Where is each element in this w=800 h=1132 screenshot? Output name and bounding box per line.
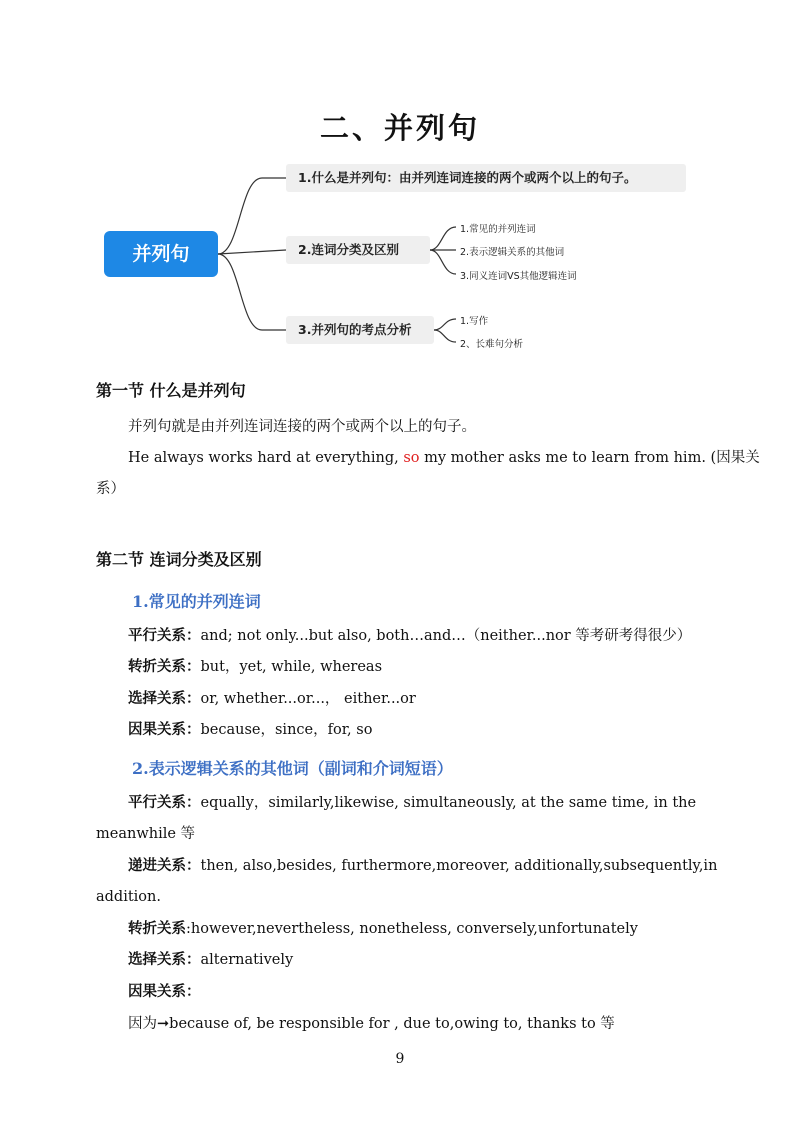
relation-label: 因果关系： (128, 722, 201, 738)
relation-row (128, 856, 717, 876)
relation-text: :however,nevertheless, nonetheless, conversely,unfortunately (186, 921, 638, 937)
mindmap-leaf: 1.写作 (460, 316, 489, 327)
subsection-heading: 2.表示逻辑关系的其他词（副词和介词短语） (132, 759, 453, 778)
relation-wrap: addition. (96, 889, 161, 905)
mindmap-branch-2: 2.连词分类及区别 (286, 236, 430, 264)
relation-row (128, 626, 691, 646)
section-heading: 第二节 连词分类及区别 (96, 550, 262, 569)
definition-text: 并列句就是由并列连词连接的两个或两个以上的句子。 (128, 419, 476, 435)
mindmap-branch-1: 1.什么是并列句：由并列连词连接的两个或两个以上的句子。 (286, 164, 686, 192)
cause-line (128, 1014, 615, 1034)
mindmap-leaf: 2.表示逻辑关系的其他词 (460, 247, 565, 258)
example-conjunction: so (403, 450, 420, 466)
relation-row (128, 720, 372, 740)
mindmap-leaf: 1.常见的并列连词 (460, 224, 536, 235)
example-sentence (128, 448, 760, 468)
page-title: 二、并列句 (319, 111, 480, 145)
relation-label: 因果关系： (128, 984, 201, 1000)
relation-label: 递进关系： (128, 858, 201, 874)
relation-label: 平行关系： (128, 628, 201, 644)
relation-text: alternatively (200, 952, 294, 968)
arrow-icon: ➞ (157, 1016, 170, 1032)
relation-row (128, 793, 696, 813)
mindmap-leaf: 2、长难句分析 (460, 339, 524, 350)
example-after: my mother asks me to learn from him. (因果关 (419, 450, 760, 466)
mindmap-root: 并列句 (104, 231, 218, 277)
relation-text: then, also,besides, furthermore,moreover, additionally,subsequently,in (200, 858, 718, 874)
relation-text: but，yet, while, whereas (200, 659, 383, 675)
connector-root-branch3 (218, 254, 286, 330)
cause-text: because of, be responsible for , due to,owing to, thanks to 等 (169, 1016, 615, 1032)
relation-row (128, 689, 416, 709)
relation-row (128, 982, 201, 1002)
example-before: He always works hard at everything, (128, 450, 404, 466)
relation-label: 转折关系 (128, 921, 186, 937)
relation-row (128, 657, 382, 677)
connector-branch2-child3 (430, 250, 456, 274)
relation-text: because，since，for, so (200, 722, 373, 738)
relation-label: 转折关系： (128, 659, 201, 675)
relation-label: 平行关系： (128, 795, 201, 811)
mindmap-leaf: 3.同义连词VS其他逻辑连词 (460, 271, 577, 282)
relation-row (128, 950, 293, 970)
page-number: 9 (395, 1051, 405, 1067)
relation-row (128, 919, 638, 939)
relation-wrap: meanwhile 等 (96, 826, 196, 842)
connector-root-branch2 (218, 250, 286, 254)
section-heading: 第一节 什么是并列句 (96, 381, 246, 400)
relation-label: 选择关系： (128, 952, 201, 968)
connector-branch3-child1 (434, 319, 456, 330)
connector-branch3-child2 (434, 330, 456, 342)
mindmap-branch-3: 3.并列句的考点分析 (286, 316, 434, 344)
example-wrap: 系） (96, 481, 125, 497)
connector-branch2-child1 (430, 227, 456, 250)
relation-text: and; not only...but also, both…and…（neither...nor 等考研考得很少） (200, 628, 692, 644)
relation-text: equally，similarly,likewise, simultaneously, at the same time, in the (200, 795, 697, 811)
cause-prefix: 因为 (128, 1016, 157, 1032)
relation-label: 选择关系： (128, 691, 201, 707)
subsection-heading: 1.常见的并列连词 (132, 592, 261, 611)
relation-text: or, whether...or...， either...or (200, 691, 416, 707)
connector-root-branch1 (218, 178, 286, 254)
